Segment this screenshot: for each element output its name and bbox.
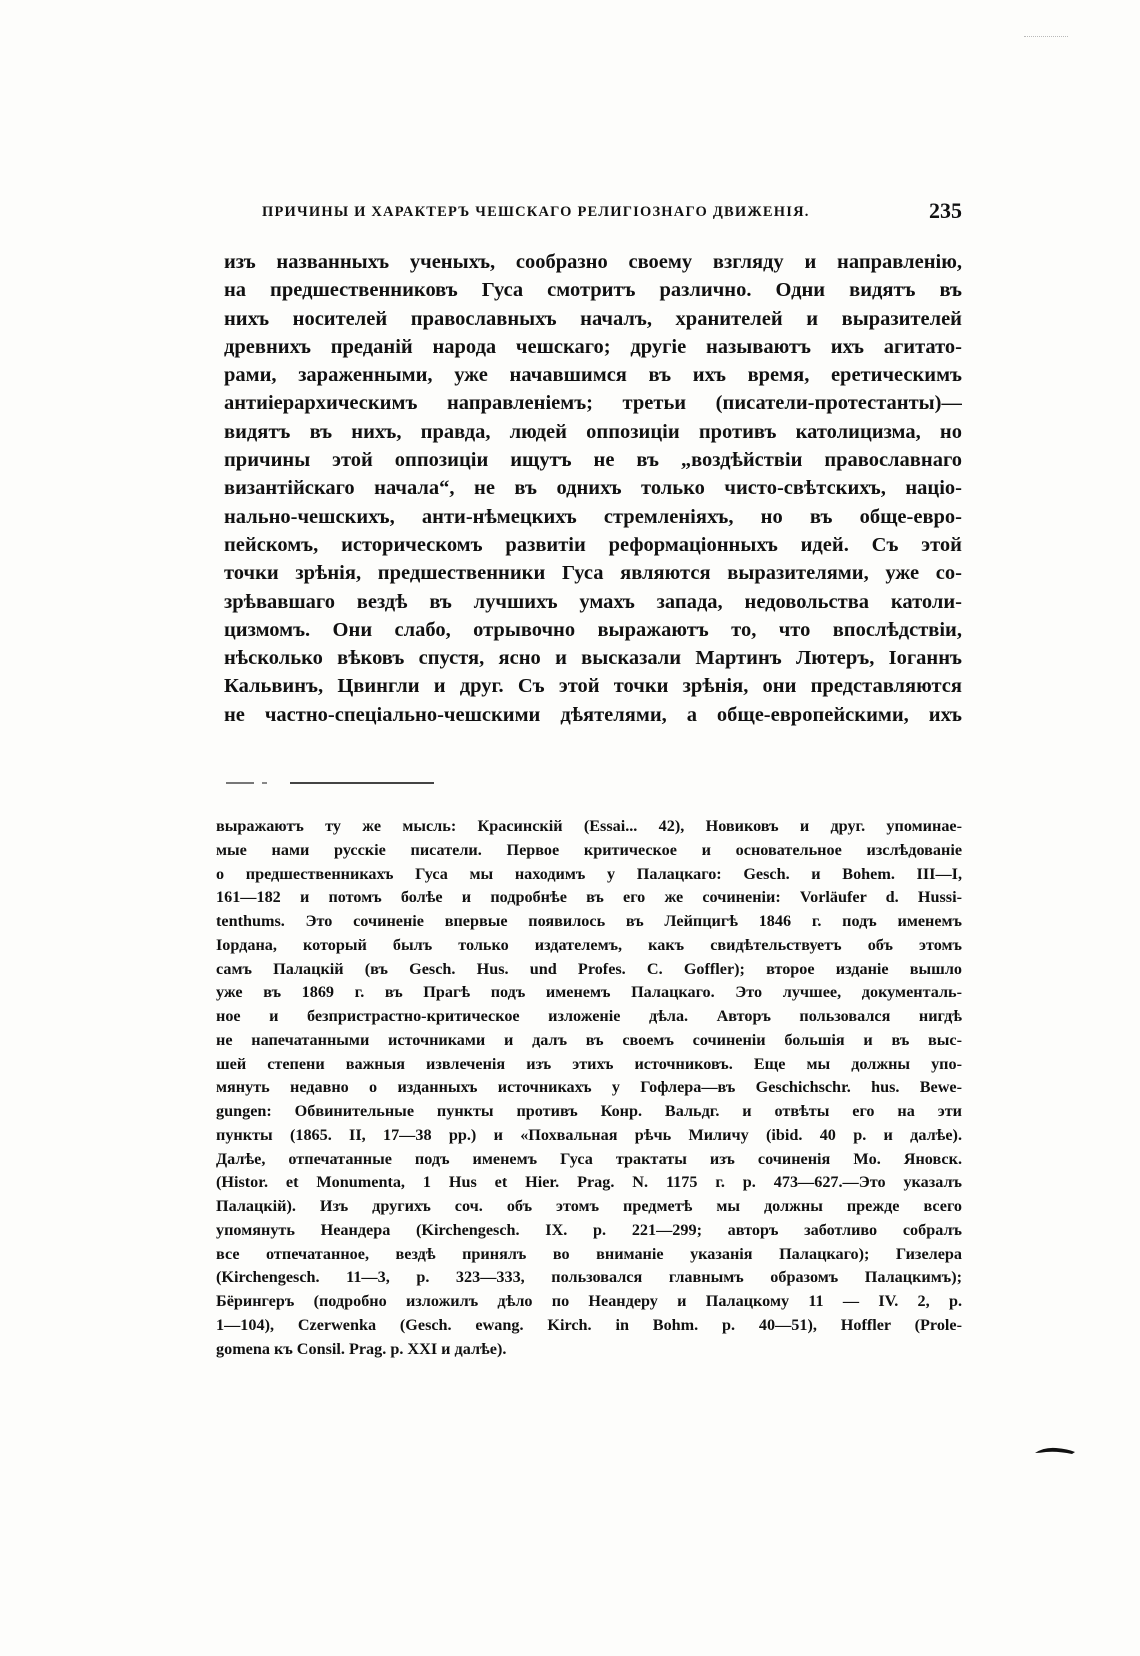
footnote-line: пункты (1865. II, 17—38 pp.) и «Похвальная рѣчь Миличу (ibid. 40 p. и далѣе). — [216, 1125, 962, 1144]
footnote-line: 161—182 и потомъ болѣе и подробнѣе въ его же сочиненіи: Vorläufer d. Hussi- — [216, 888, 962, 907]
main-text-line: нѣсколько вѣковъ спустя, ясно и высказали Мартинъ Лютеръ, Іоганнъ — [224, 647, 962, 670]
footnote-rule-fragment — [226, 782, 254, 784]
footnote-line: упомянуть Неандера (Kirchengesch. IX. p. 221—299; авторъ заботливо собралъ — [216, 1220, 962, 1239]
main-text-line: пейскомъ, историческомъ развитіи реформаціонныхъ идей. Съ этой — [224, 533, 962, 556]
running-head: ПРИЧИНЫ И ХАРАКТЕРЪ ЧЕШСКАГО РЕЛИГІОЗНАГО ДВИЖЕНІЯ. — [262, 204, 810, 220]
main-text-line: Кальвинъ, Цвингли и друг. Съ этой точки зрѣнія, они представляются — [224, 675, 962, 698]
footnote-line: gomena къ Consil. Prag. p. XXI и далѣе). — [216, 1339, 507, 1358]
footnote-block — [216, 815, 962, 1361]
footnote-line: мянуть недавно о изданныхъ источникахъ у Гофлера—въ Geschichschr. hus. Bewe- — [216, 1078, 962, 1097]
main-text-line: на предшественниковъ Гуса смотритъ различно. Одни видятъ въ — [224, 279, 962, 302]
footnote-line: 1—104), Czerwenka (Gesch. ewang. Kirch. in Bohm. p. 40—51), Hoffler (Prole- — [216, 1315, 962, 1334]
footnote-line: Іордана, который былъ только издателемъ, какъ свидѣтельствуетъ объ этомъ — [216, 935, 962, 954]
main-text-line: рами, зараженными, уже начавшимся въ ихъ время, еретическимъ — [224, 364, 962, 387]
scan-corner-mark — [1024, 36, 1068, 39]
page-number: 235 — [929, 198, 962, 223]
main-text-line: изъ названныхъ ученыхъ, сообразно своему взгляду и направленію, — [224, 251, 962, 273]
footnote-line: о предшественникахъ Гуса мы находимъ у Палацкаго: Gesch. и Bohem. III—I, — [216, 864, 962, 883]
main-text-block — [224, 248, 962, 729]
main-text-line: нихъ носителей православныхъ началъ, хранителей и выразителей — [224, 307, 962, 330]
main-text-line: византійскаго начала“, не въ однихъ только чисто-свѣтскихъ, націо- — [224, 477, 962, 500]
footnote-line: gungen: Обвинительные пункты противъ Конр. Вальдг. и отвѣты его на эти — [216, 1102, 962, 1120]
footnote-rule — [290, 782, 434, 784]
page-edge-smudge — [1034, 1446, 1076, 1456]
main-text-line: точки зрѣнія, предшественники Гуса являются выразителями, уже со- — [224, 562, 962, 585]
footnote-line: Далѣе, отпечатанные подъ именемъ Гуса трактаты изъ сочиненія Mo. Яновск. — [216, 1149, 962, 1168]
main-text-line: антиіерархическимъ направленіемъ; третьи (писатели-протестанты)— — [224, 392, 962, 415]
page-header — [262, 198, 962, 228]
footnote-line: ное и безпристрастно-критическое изложеніе дѣла. Авторъ пользовался нигдѣ — [216, 1007, 962, 1025]
main-text-line: нально-чешскихъ, анти-нѣмецкихъ стремленіяхъ, но въ обще-евро- — [224, 505, 962, 528]
footnote-line: tenthums. Это сочиненіе впервые появилось въ Лейпцигѣ 1846 г. подъ именемъ — [216, 912, 962, 930]
footnote-line: выражаютъ ту же мысль: Красинскій (Essai... 42), Новиковъ и друг. упоминае- — [216, 817, 962, 835]
footnote-line: Бёрингеръ (подробно изложилъ дѣло по Неандеру и Палацкому 11 — IV. 2, p. — [216, 1292, 962, 1310]
footnote-line: уже въ 1869 г. въ Прагѣ подъ именемъ Палацкаго. Это лучшее, документаль- — [216, 983, 962, 1002]
footnote-line: шей степени важныя извлеченія изъ этихъ источниковъ. Еще мы должны упо- — [216, 1054, 962, 1073]
footnote-line: (Histor. et Monumenta, 1 Hus et Hier. Prag. N. 1175 г. p. 473—627.—Это указалъ — [216, 1173, 962, 1192]
footnote-line: Палацкій). Изъ другихъ соч. объ этомъ предметѣ мы должны прежде всего — [216, 1197, 962, 1215]
footnote-rule-fragment — [262, 782, 267, 784]
footnote-line: (Kirchengesch. 11—3, p. 323—333, пользовался главнымъ образомъ Палацкимъ); — [216, 1268, 962, 1287]
main-text-line: не частно-спеціально-чешскими дѣятелями, а обще-европейскими, ихъ — [224, 703, 962, 726]
footnote-line: не напечатанными источниками и далъ въ своемъ сочиненіи большія и въ выс- — [216, 1030, 962, 1049]
footnote-line: самъ Палацкій (въ Gesch. Hus. und Profes. C. Goffler); второе изданіе вышло — [216, 959, 962, 978]
footnote-line: все отпечатанное, вездѣ принялъ во вниманіе указанія Палацкаго); Гизелера — [216, 1244, 962, 1263]
footnote-line: мые нами русскіе писатели. Первое критическое и основательное изслѣдованіе — [216, 840, 962, 859]
main-text-line: древнихъ преданій народа чешскаго; другіе называютъ ихъ агитато- — [224, 335, 962, 358]
main-text-line: зрѣвавшаго вездѣ въ лучшихъ умахъ запада, недовольства католи- — [224, 590, 962, 613]
main-text-line: видятъ въ нихъ, правда, людей оппозиціи противъ католицизма, но — [224, 420, 962, 443]
main-text-line: цизмомъ. Они слабо, отрывочно выражаютъ то, что впослѣдствіи, — [224, 618, 962, 641]
main-text-line: причины этой оппозиціи ищутъ не въ „воздѣйствіи православнаго — [224, 449, 962, 472]
